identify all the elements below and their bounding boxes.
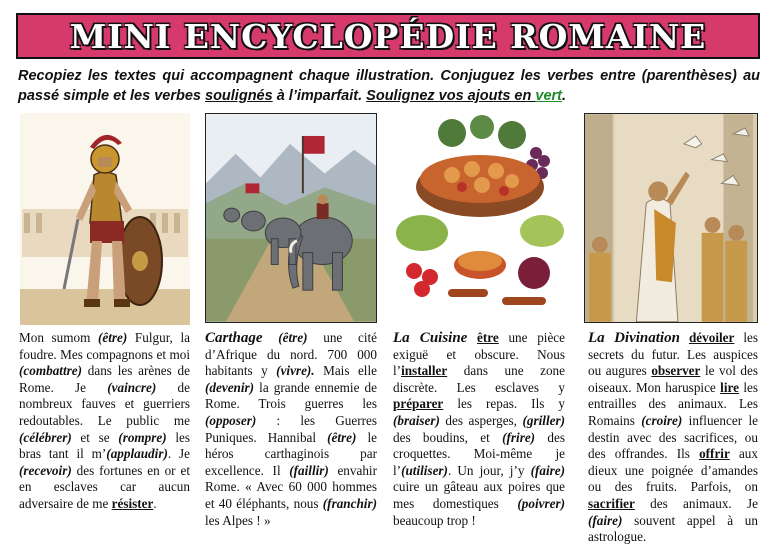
underlined-verb: dévoiler <box>688 330 735 345</box>
text: Fulgur, la foudre. Mes compagnons et moi <box>19 330 190 362</box>
section-title: La Divination <box>588 330 680 346</box>
verb: (faire) <box>530 462 565 478</box>
text: la grande ennemie de Rome. Trois guerres les <box>205 379 377 412</box>
food-icon <box>392 113 574 325</box>
text: . <box>153 495 157 511</box>
verb: (être) <box>278 330 308 345</box>
page-title: MINI ENCYCLOPÉDIE ROMAINE <box>69 16 707 56</box>
text: : les Guerres Puniques. Hannibal <box>205 412 377 445</box>
underlined-verb: offrir <box>699 446 730 462</box>
instructions-text-2: à l’imparfait. <box>272 88 367 104</box>
section-title: La Cuisine <box>393 330 468 346</box>
verb: (faire) <box>588 512 623 528</box>
text-divination <box>588 330 758 546</box>
text <box>263 330 279 345</box>
verb: (opposer) <box>205 412 257 428</box>
verb: (faillir) <box>289 462 329 478</box>
verb: (combattre) <box>19 363 82 379</box>
instructions <box>18 66 760 106</box>
text: beaucoup trop ! <box>393 512 476 528</box>
text: une cité d’Afrique du nord. 700 000 habitants y <box>205 330 377 379</box>
verb: (célébrer) <box>19 429 72 445</box>
underlined-verb: observer <box>651 363 701 379</box>
verb: (rompre) <box>118 429 167 445</box>
text: le héros carthaginois par excellence. Il <box>205 429 377 478</box>
text: aux dieux une poignée d’amandes ou des fruits. Parfois, on <box>588 446 758 495</box>
underlined-verb: lire <box>720 379 739 395</box>
elephants-illustration <box>205 113 377 323</box>
verb: (être) <box>327 429 357 445</box>
verb: (être) <box>98 330 128 345</box>
verb: (devenir) <box>205 379 255 395</box>
text: influencer le destin avec des sacrifices, ou des offrandes. Ils <box>588 412 758 462</box>
text: les entrailles des animaux. Les Romains <box>588 379 758 428</box>
divination-icon <box>585 114 757 322</box>
text-carthage <box>205 330 377 529</box>
underlined-verb: être <box>477 330 499 345</box>
text: de nombreux fauves et guerriers redoutables. Le public me <box>19 379 190 428</box>
section-title: Carthage <box>205 330 263 346</box>
instructions-end: . <box>561 88 567 104</box>
verb: (utiliser) <box>401 462 448 478</box>
text: les Alpes ! » <box>205 512 271 528</box>
text: souvent appel à un astrologue. <box>588 512 758 545</box>
verb: (griller) <box>522 412 565 428</box>
text: dans les arènes de Rome. Je <box>19 363 190 395</box>
instructions-text-3: Soulignez vos ajouts en <box>366 88 536 104</box>
verb: (franchir) <box>322 495 377 511</box>
elephants-icon <box>206 114 376 322</box>
verb: (braiser) <box>393 412 440 428</box>
text: Mais elle <box>314 363 377 379</box>
text: les repas. Ils y <box>443 396 565 412</box>
text: le vol des oiseaux. Mon haruspice <box>588 363 758 395</box>
underlined-verb: résister <box>111 495 154 511</box>
underlined-verb: sacrifier <box>588 495 635 511</box>
text: les bras tant il m’ <box>19 429 190 462</box>
text-cuisine <box>393 330 565 529</box>
text: des animaux. Je <box>634 495 758 511</box>
instructions-text-1: Recopiez les textes qui accompagnent chaque illustration. Conjuguez les verbes entre (parenthèses) au passé simple et les verbes <box>18 68 760 104</box>
verb: (recevoir) <box>19 462 72 478</box>
underlined-verb: préparer <box>393 396 444 412</box>
verb: (poivrer) <box>517 495 565 511</box>
verb: (applaudir) <box>106 446 168 462</box>
text: des boudins, et <box>393 429 503 445</box>
food-platter-illustration <box>392 113 574 325</box>
text: et se <box>71 429 119 445</box>
text: . Un jour, j’y <box>447 462 531 478</box>
gladiator-icon <box>20 113 190 325</box>
instructions-green-word: vert <box>535 88 562 104</box>
text: cuire un gâteau aux poires que mes domestiques <box>393 479 565 511</box>
gladiator-illustration <box>20 113 190 325</box>
verb: (frire) <box>502 429 536 445</box>
text: . Je <box>167 446 190 462</box>
text: les secrets du futur. Les auspices ou augures <box>588 330 758 379</box>
text: dans une zone discrète. Les esclaves y <box>393 363 565 395</box>
text: des croquettes. Moi-même je l’ <box>393 429 565 478</box>
verb: (croire) <box>641 412 683 428</box>
text: des fortunes en or et en esclaves car aucun adversaire de me <box>19 462 190 511</box>
text: envahir Rome. « Avec 60 000 hommes et 40 éléphants, nous <box>205 462 377 511</box>
verb: (vaincre) <box>107 379 157 395</box>
text-gladiator <box>19 330 190 513</box>
text: Mon sumom <box>19 330 98 345</box>
underlined-verb: installer <box>401 363 448 379</box>
text: des asperges, <box>439 412 523 428</box>
divination-illustration <box>584 113 758 323</box>
title-banner <box>16 13 760 59</box>
instructions-underlined: soulignés <box>205 88 273 104</box>
verb: (vivre). <box>276 363 315 379</box>
text: une pièce exiguë et obscure. Nous l’ <box>393 330 566 379</box>
